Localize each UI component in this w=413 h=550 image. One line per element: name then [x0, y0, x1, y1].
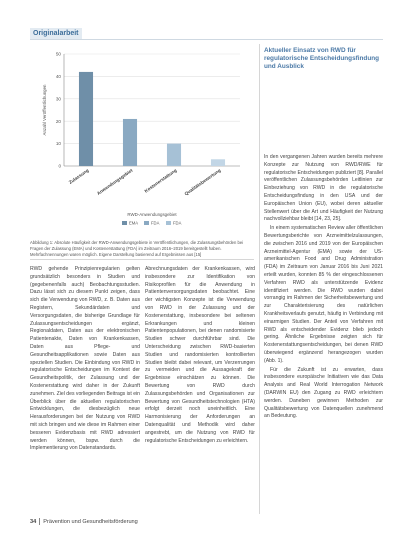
- top-rule: [30, 28, 383, 40]
- paragraph: Abrechnungsdaten der Krankenkassen, wird insbesondere zur Identifikation von Risikoprofilen für die Anwendung in Patientenversorgungsdaten beobachtet. Eine der wichtigsten Konzepte ist die Verwendung von RWD in der Zulassung und der Kostenerstattung, insbesondere bei seltenen Erkrankungen und kleinen Patientenpopulationen, bei denen randomisierte Studien schwer durchführbar sind. Die Unterscheidung zwischen RWD-basierten Studien und randomisierten kontrollierten Studien bleibt dabei relevant, um Verzerrungen zu vermeiden und die Aussagekraft der Ergebnisse einschätzen zu können. Die Bewertung von RWD durch Zulassungsbehörden und Organisationen zur Bewertung von Gesundheitstechnologien (HTA) erfolgt derzeit noch uneinheitlich. Eine Harmonisierung der Anforderungen an Datenqualität und Methodik wird daher angestrebt, um die Nutzung von RWD für regulatorische Entscheidungen zu erleichtern.: [145, 266, 255, 444]
- body-column-1: [30, 266, 140, 453]
- column-divider: [259, 44, 260, 514]
- y-tick-label: 0: [58, 163, 61, 169]
- bar: [211, 159, 225, 166]
- bar: [167, 144, 181, 166]
- bar: [79, 72, 93, 166]
- paragraph: Für die Zukunft ist zu erwarten, dass insbesondere europäische Initiativen wie das Data Analysis and Real World Interrogation Network (DARWIN EU) den Zugang zu RWD erleichtern werden. Daneben gewinnen Methoden zur Qualitätsbewertung von Datenquellen zunehmend an Bedeutung.: [264, 366, 383, 420]
- y-tick-label: 50: [55, 51, 61, 57]
- x-tick-label: Anwendungsgebiet: [95, 167, 134, 197]
- y-tick-label: 30: [55, 96, 61, 102]
- legend-label: FDA: [151, 220, 160, 226]
- y-tick-label: 20: [55, 118, 61, 124]
- section-tag: Originalarbeit: [30, 28, 82, 39]
- journal-name: Prävention und Gesundheitsförderung: [43, 518, 138, 525]
- y-tick-label: 40: [55, 74, 61, 79]
- x-tick-label: Qualitätsbewertung: [183, 167, 222, 197]
- figure-caption: [30, 240, 254, 259]
- paragraph: In den vergangenen Jahren wurden bereits mehrere Konzepte zur Nutzung von RWD/RWE für regulatorische Entscheidungen publiziert [8]. Parallel veröffentlichen Zulassungsbehörden Leitlinien zur Einbeziehung von RWD in die regulatorische Entscheidungsfindung in den USA und der Europäischen Union (EU), wobei deren aktueller Stellenwert über die Art und Häufigkeit der Nutzung nachvollziehbar bleibt [14, 23, 25].: [264, 154, 383, 223]
- figure-caption-text: Abbildung 1: Absolute Häufigkeit der RWD-Anwendungsgebiete in Veröffentlichungen, die Zulassungsbehörden bei Fragen der Zulassung (EMA) und Kostenerstattung (FDA) im Zeitraum 2016–2019 bereitgestellt haben. Mehrfachnennungen waren möglich. Eigene Darstellung basierend auf Ergebnissen aus [15]: [30, 240, 244, 258]
- page-footer: [30, 518, 138, 525]
- y-tick-label: 10: [55, 141, 61, 147]
- legend-label: EMA: [129, 220, 139, 226]
- section-heading: Aktueller Einsatz von RWD für regulatorische Entscheidungsfindung und Ausblick: [264, 47, 380, 71]
- paragraph: RWD gehende Prinzipienregularien gelten grundsätzlich besonders in Studien und (gegebenenfalls auch) Beobachtungsstudien. Dazu lässt sich zu diesem Punkt zeigen, dass sich die Verwendung von RWD, z. B. Daten aus Registern, Sekundärdaten und Versorgungsdaten, die bisherige Grundlage für Zulassungsentscheidungen ergänzt, Regionaldaten, Daten aus der elektronischen Patientenakte, Daten von Krankenkassen, Daten aus Pflege- und Gesundheitsapplikationen sowie Daten aus speziellen Studien. Die Einbindung von RWD in regulatorische Entscheidungen im Kontext der Gesundheitspolitik, der Zulassung und der Kostenerstattung wird daher in der Zukunft zunehmen. Ziel des vorliegenden Beitrags ist ein Überblick über die aktuellen regulatorischen Entwicklungen, die diesbezüglich neue Herausforderungen bei der Nutzung von RWD mit sich bringen und wie diese im Rahmen einer besseren Evidenzbasis mit RWD adressiert werden können, bspw. durch die Implementierung von Datenstandards.: [30, 266, 140, 452]
- bar: [123, 119, 137, 166]
- y-axis-label: Anzahl Veröffentlichungen: [42, 84, 47, 136]
- legend-swatch: [166, 221, 171, 225]
- x-tick-label: Zulassung: [67, 167, 90, 186]
- legend-label: FDA: [173, 220, 182, 226]
- page-number: 34: [30, 518, 37, 525]
- legend-swatch: [144, 221, 149, 225]
- figure-chart: [30, 44, 254, 234]
- body-column-3: [264, 154, 383, 421]
- x-axis-label: RWD-Anwendungsgebiet: [127, 212, 177, 217]
- x-tick-label: Kostenerstattung: [143, 167, 178, 194]
- bar-chart: [30, 44, 254, 234]
- body-column-2: [145, 266, 255, 445]
- paragraph: In einem systematischen Review aller öffentlichen Bewertungsberichte von Arzneimittelzulassungen, die zwischen 2016 und 2019 von der Europäischen Arzneimittel-Agentur (EMA) sowie der US-amerikanischen Food and Drug Administration (FDA) im Zeitraum von Januar 2016 bis Juni 2021 erteilt wurden, konnten 85 % der eingeschlossenen Verfahren RWD als unterstützende Evidenz identifiziert werden. Die RWD wurden dabei vorrangig im Rahmen der Sicherheitsbewertung und zur Charakterisierung des natürlichen Krankheitsverlaufs genutzt, häufig in Verbindung mit einarmigen Studien. Der Anteil von Verfahren mit RWD als entscheidender Evidenz blieb jedoch gering. Ähnliche Ergebnisse zeigten sich für Kostenerstattungsentscheidungen, bei denen RWD überwiegend ergänzend herangezogen wurden (Abb. 1).: [264, 225, 383, 364]
- legend-swatch: [122, 221, 127, 225]
- caption-divider: [30, 259, 254, 260]
- footer-separator: [39, 518, 40, 525]
